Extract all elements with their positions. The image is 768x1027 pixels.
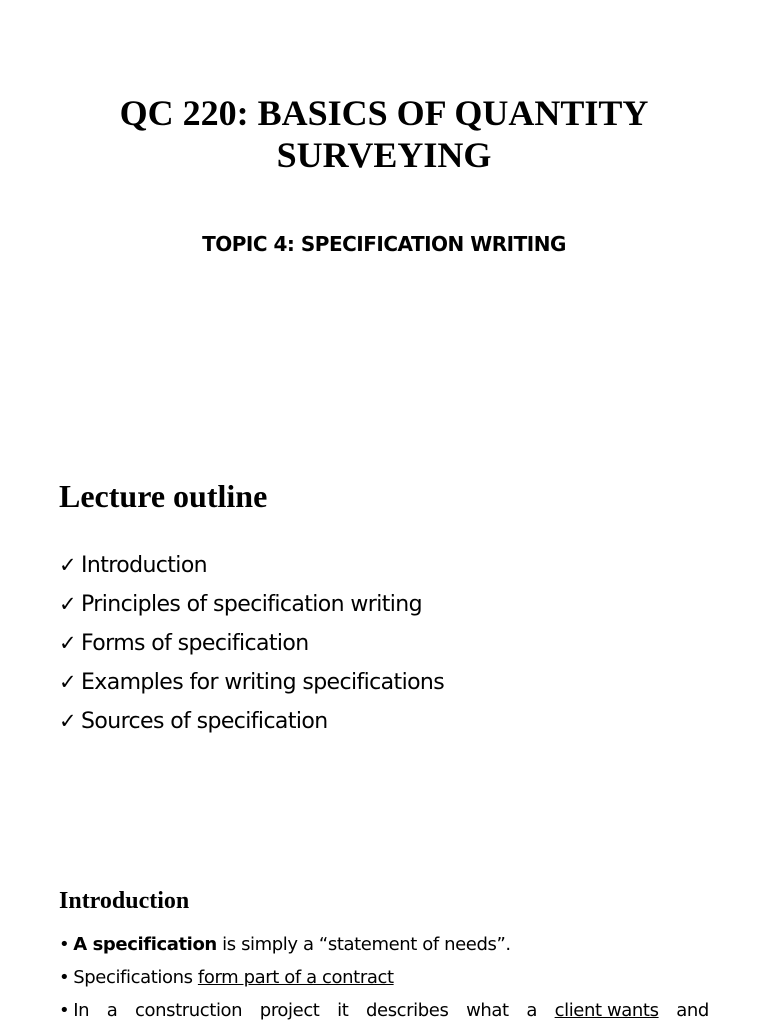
outline-slide [0, 440, 768, 800]
introduction-heading: Introduction [59, 888, 190, 914]
outline-item [59, 546, 444, 585]
outline-item-label: Sources of specification [81, 709, 328, 734]
bullet-word: and [676, 1000, 709, 1021]
checkmark-icon: ✓ [59, 670, 76, 694]
outline-item [59, 702, 444, 741]
outline-list [59, 546, 444, 741]
bullet-word: a [106, 1000, 118, 1021]
outline-item-label: Principles of specification writing [81, 592, 422, 617]
outline-item [59, 624, 444, 663]
outline-item [59, 585, 444, 624]
bullet-icon: • [59, 1000, 70, 1021]
checkmark-icon: ✓ [59, 592, 76, 616]
course-title-line-1: QC 220: BASICS OF QUANTITY [119, 93, 649, 133]
checkmark-icon: ✓ [59, 709, 76, 733]
bullet-word: what [466, 1000, 509, 1021]
outline-heading: Lecture outline [59, 478, 268, 514]
bullet-icon: • [59, 967, 70, 988]
bullet-word: describes [366, 1000, 449, 1021]
bullet-word [59, 994, 89, 1027]
course-title-line-2: SURVEYING [276, 135, 492, 175]
bullet-item [59, 961, 709, 994]
bullet-underlined-text: form part of a contract [197, 967, 394, 988]
outline-item-label: Examples for writing specifications [81, 670, 445, 695]
bullet-icon: • [59, 934, 70, 955]
introduction-slide [0, 860, 768, 1024]
bullet-item [59, 928, 709, 961]
bullet-word: it [337, 1000, 349, 1021]
topic-subtitle: TOPIC 4: SPECIFICATION WRITING [202, 232, 566, 256]
outline-item [59, 663, 444, 702]
bullet-word: construction [135, 1000, 243, 1021]
course-title [40, 92, 728, 176]
bullet-word: a [526, 1000, 537, 1021]
title-slide [0, 0, 768, 384]
bullet-text: Specifications [73, 967, 198, 988]
checkmark-icon: ✓ [59, 553, 76, 577]
bullet-underlined-text: client wants [554, 1000, 659, 1021]
bullet-text: is simply a “statement of needs”. [216, 934, 511, 955]
bullet-word-text: In [73, 1000, 90, 1021]
outline-item-label: Introduction [81, 553, 208, 578]
checkmark-icon: ✓ [59, 631, 76, 655]
outline-item-label: Forms of specification [81, 631, 309, 656]
bullet-word: project [259, 1000, 320, 1021]
bullet-item [59, 994, 709, 1027]
introduction-bullets [59, 928, 709, 1027]
bullet-bold-term: A specification [73, 934, 217, 955]
